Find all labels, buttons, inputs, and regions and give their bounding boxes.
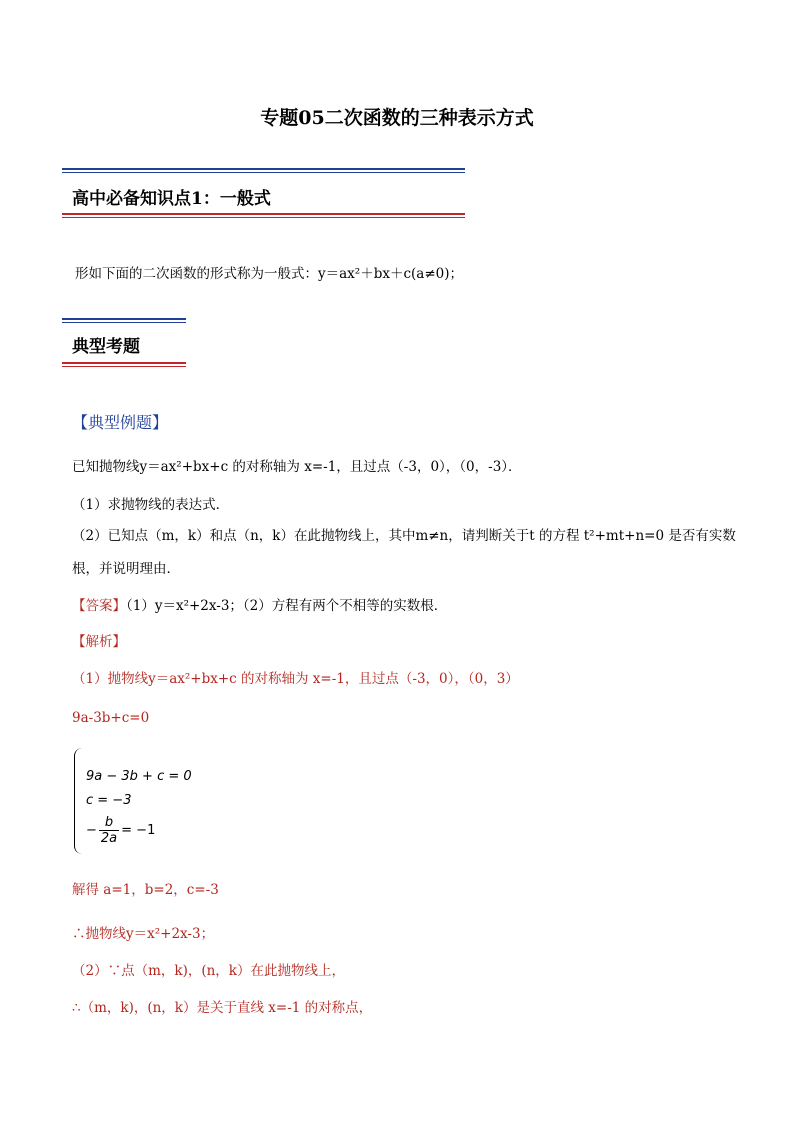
solution-line-2: ∴抛物线y＝x²+2x-3；: [72, 926, 215, 942]
problem-line-4: 根，并说明理由．: [72, 561, 180, 577]
page-title: 专题05二次函数的三种表示方式: [260, 107, 534, 129]
system-eq-2: c = −3: [86, 793, 132, 808]
intro-prefix: 形如下面的二次函数的形式称为一般式：: [75, 266, 318, 282]
solution-line-4: ∴（m，k)，(n，k）是关于直线 x=-1 的对称点，: [72, 1000, 373, 1016]
answer-text: （1）y＝x²+2x-3；（2）方程有两个不相等的实数根．: [126, 598, 448, 614]
section-rule-bottom-2: [62, 217, 465, 218]
section-title-2: 典型考题: [72, 337, 140, 357]
intro-formula: y＝ax²＋bx＋c(a≠0)；: [318, 266, 463, 282]
section2-rule-top: [62, 318, 186, 320]
section-rule-top-2: [62, 172, 465, 173]
section-title-1: 高中必备知识点1：一般式: [72, 189, 271, 209]
fraction: $\frac{b}{2a}$: [100, 815, 118, 846]
system-eq-1: 9a − 3b + c = 0: [86, 769, 192, 784]
answer-line: [72, 594, 447, 614]
solution-line-3: （2）∵点（m，k)，(n，k）在此抛物线上，: [72, 963, 345, 979]
section-rule-bottom: [62, 213, 465, 215]
solution-line-1: 解得 a=1，b=2，c=-3: [72, 882, 219, 898]
system-brace: [74, 748, 83, 854]
problem-line-1: 已知抛物线y＝ax²+bx+c 的对称轴为 x=-1，且过点（-3，0），（0，-3）．: [72, 459, 522, 475]
problem-line-2: （1）求抛物线的表达式．: [72, 497, 230, 513]
intro-line: [75, 262, 463, 282]
answer-label: 【答案】: [72, 598, 126, 614]
system-eq-3: − $\frac{b}{2a}$ = −1: [86, 815, 156, 846]
example-header: 【典型例题】: [72, 413, 169, 432]
analysis-line-2: 9a-3b+c=0: [72, 710, 150, 726]
section-rule-top: [62, 168, 465, 170]
section2-rule-top-2: [62, 322, 186, 323]
analysis-line-1: （1）抛物线y＝ax²+bx+c 的对称轴为 x=-1，且过点（-3，0），（0，3）: [72, 671, 519, 687]
section2-rule-bottom: [62, 362, 186, 364]
problem-line-3: （2）已知点（m，k）和点（n，k）在此抛物线上，其中m≠n，请判断关于t 的方程 t²+mt+n=0 是否有实数: [72, 528, 736, 544]
analysis-label: 【解析】: [72, 634, 126, 650]
section2-rule-bottom-2: [62, 366, 186, 367]
